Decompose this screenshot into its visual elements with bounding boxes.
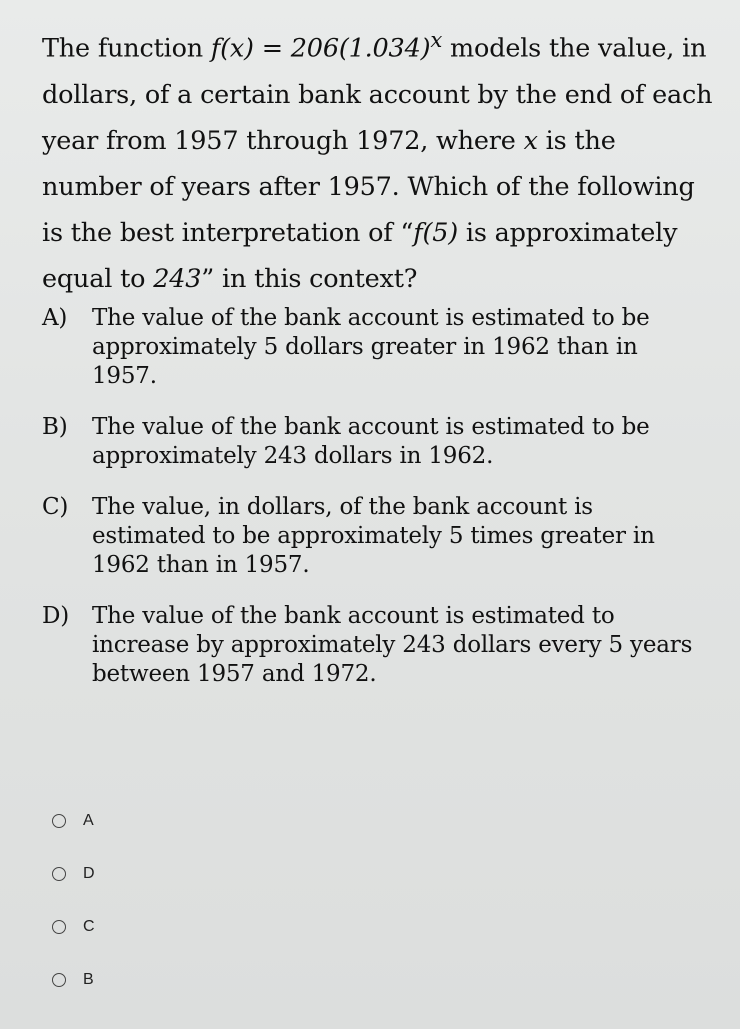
function-exponent: x	[430, 28, 443, 53]
radio-button[interactable]	[52, 920, 66, 934]
function-evaluation: f(5)	[413, 217, 459, 248]
radio-label[interactable]: A	[83, 812, 94, 829]
choice-text: The value of the bank account is estimated to be approximately 243 dollars in 1962.	[92, 414, 650, 469]
radio-option-b[interactable]	[52, 967, 95, 993]
choice-c	[42, 493, 718, 580]
choice-b	[42, 413, 718, 471]
function-expression: f(x) = 206(1.034)	[210, 33, 431, 64]
radio-button[interactable]	[52, 814, 66, 828]
choice-letter: A)	[42, 305, 68, 331]
choice-a	[42, 304, 718, 391]
radio-option-d[interactable]	[52, 861, 95, 887]
question-text-intro: The function	[42, 33, 211, 64]
radio-option-c[interactable]	[52, 914, 95, 940]
choice-text: The value of the bank account is estimated to increase by approximately 243 dollars every 5 years between 1957 and 1972.	[92, 603, 693, 687]
choice-text: The value of the bank account is estimated to be approximately 5 dollars greater in 1962 than in 1957.	[92, 305, 650, 389]
radio-label[interactable]: B	[83, 971, 94, 988]
answer-choices	[42, 304, 718, 711]
radio-options	[52, 808, 95, 1020]
radio-button[interactable]	[52, 867, 66, 881]
question-text-end: ” in this context?	[201, 263, 418, 294]
choice-text: The value, in dollars, of the bank account is estimated to be approximately 5 times greater in 1962 than in 1957.	[92, 494, 655, 578]
question-stem	[42, 18, 718, 302]
question-text-approx: is approximately equal to	[42, 217, 678, 294]
radio-option-a[interactable]	[52, 808, 95, 834]
value-243: 243	[153, 263, 202, 294]
variable-x: x	[523, 125, 538, 156]
question-text-context: models the value, in dollars, of a certain bank account by the end of each year from 1957 through 1972, where	[42, 33, 713, 156]
choice-letter: B)	[42, 414, 68, 440]
question-text-prompt: is the number of years after 1957. Which of the following is the best interpretation of “	[42, 125, 695, 248]
choice-letter: C)	[42, 494, 69, 520]
choice-d	[42, 602, 718, 689]
radio-label[interactable]: C	[83, 918, 95, 935]
radio-label[interactable]: D	[83, 865, 95, 882]
radio-button[interactable]	[52, 973, 66, 987]
choice-letter: D)	[42, 603, 70, 629]
